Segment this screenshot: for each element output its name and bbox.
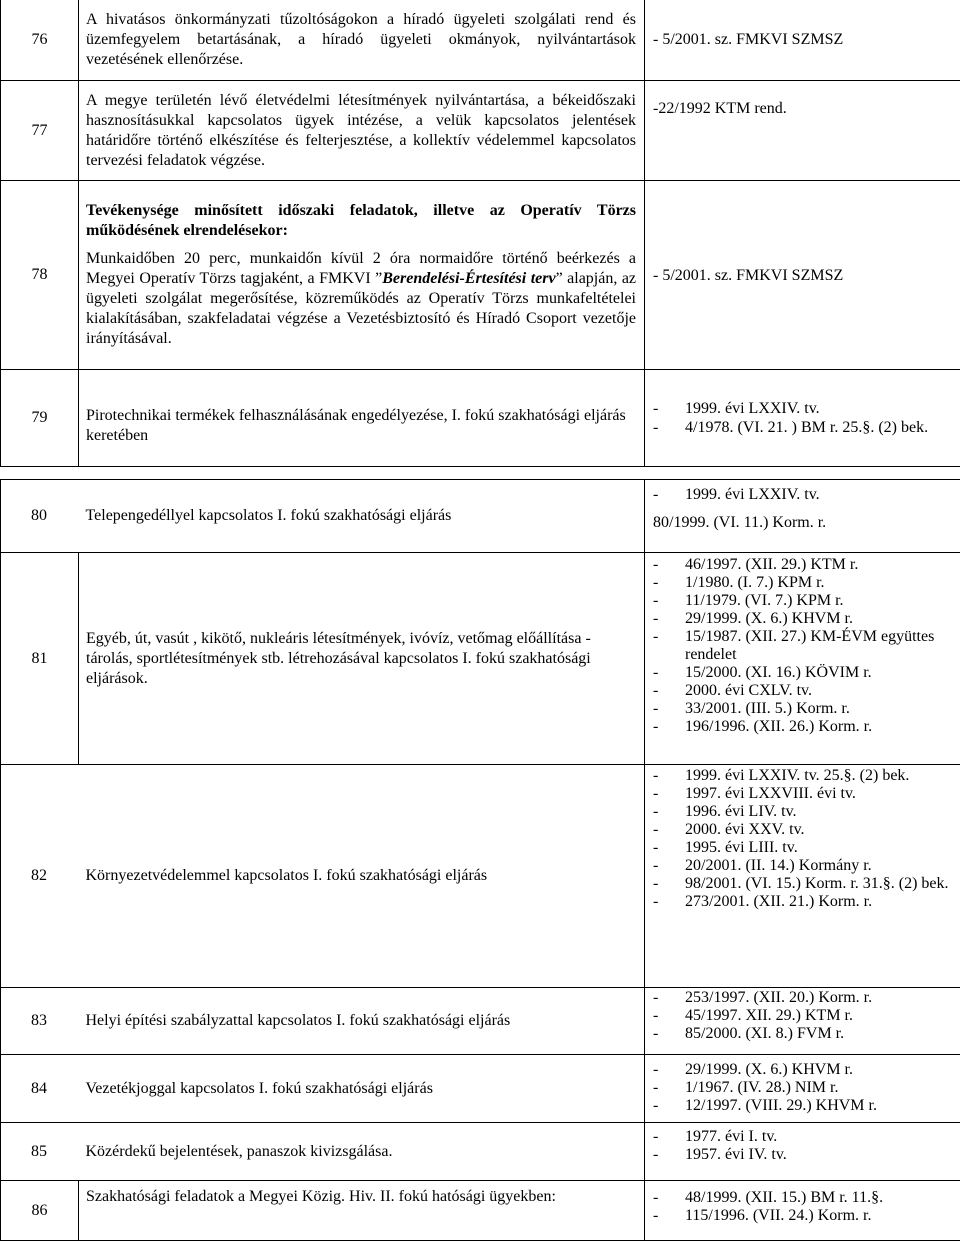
legal-reference: - 1957. évi IV. tv. bbox=[653, 1146, 953, 1164]
task-description: Pirotechnikai termékek felhasználásának engedélyezése, I. fokú szakhatósági eljárás keretében bbox=[79, 370, 645, 467]
row-number: 80 bbox=[1, 480, 79, 553]
task-description: Környezetvédelemmel kapcsolatos I. fokú szakhatósági eljárás bbox=[79, 765, 645, 988]
legal-reference: -22/1992 KTM rend. bbox=[645, 81, 960, 181]
table-row bbox=[1, 480, 960, 553]
row-number: 79 bbox=[1, 370, 79, 467]
table-row bbox=[1, 181, 960, 370]
task-description: A hivatásos önkormányzati tűzoltóságokon a híradó ügyeleti szolgálati rend és üzemfegyelem betartásának, a híradó ügyeleti okmányok, nyilvántartások vezetésének ellenőrzése. bbox=[79, 0, 645, 81]
legal-reference: - 1/1980. (I. 7.) KPM r. bbox=[653, 574, 953, 592]
task-description: Telepengedéllyel kapcsolatos I. fokú szakhatósági eljárás bbox=[79, 480, 645, 553]
table-row bbox=[1, 1123, 960, 1181]
legal-reference-list bbox=[645, 1055, 960, 1123]
legal-reference: - 15/2000. (XI. 16.) KÖVIM r. bbox=[653, 664, 953, 682]
task-description bbox=[79, 181, 645, 370]
task-body-emphasis: Berendelési-Értesítési terv bbox=[382, 270, 555, 287]
legal-reference: - 29/1999. (X. 6.) KHVM r. bbox=[653, 610, 953, 628]
legal-reference: - 98/2001. (VI. 15.) Korm. r. 31.§. (2) bek. bbox=[653, 875, 953, 893]
legal-reference: - 1999. évi LXXIV. tv. bbox=[653, 485, 953, 504]
task-description: Szakhatósági feladatok a Megyei Közig. Hiv. II. fokú hatósági ügyekben: bbox=[79, 1181, 645, 1241]
legal-reference: - 1/1967. (IV. 28.) NIM r. bbox=[653, 1079, 953, 1097]
task-description: Egyéb, út, vasút , kikötő, nukleáris létesítmények, ivóvíz, vetőmag előállítása - tárolás, sportlétesítmények stb. létrehozásával kapcsolatos I. fokú szakhatósági eljárások. bbox=[79, 553, 645, 765]
legal-reference: - 5/2001. sz. FMKVI SZMSZ bbox=[645, 181, 960, 370]
legal-reference-list bbox=[645, 765, 960, 988]
regulation-table-lower bbox=[0, 479, 960, 1241]
legal-reference: - 115/1996. (VII. 24.) Korm. r. bbox=[653, 1207, 953, 1225]
legal-reference: - 85/2000. (XI. 8.) FVM r. bbox=[653, 1025, 953, 1043]
legal-reference: - 2000. évi XXV. tv. bbox=[653, 821, 953, 839]
legal-reference: - 1999. évi LXXIV. tv. 25.§. (2) bek. bbox=[653, 767, 953, 785]
legal-reference: - 46/1997. (XII. 29.) KTM r. bbox=[653, 556, 953, 574]
legal-reference: - 1995. évi LIII. tv. bbox=[653, 839, 953, 857]
table-row bbox=[1, 1055, 960, 1123]
row-number: 78 bbox=[1, 181, 79, 370]
legal-reference: - 15/1987. (XII. 27.) KM-ÉVM együttes rendelet bbox=[653, 628, 953, 664]
task-heading: Tevékenysége minősített időszaki feladatok, illetve az Operatív Törzs működésének elrendelésekor: bbox=[86, 201, 636, 241]
legal-reference: 80/1999. (VI. 11.) Korm. r. bbox=[653, 513, 953, 532]
row-number: 77 bbox=[1, 81, 79, 181]
legal-reference: - 1996. évi LIV. tv. bbox=[653, 803, 953, 821]
row-number: 83 bbox=[1, 988, 79, 1055]
legal-reference: - 5/2001. sz. FMKVI SZMSZ bbox=[645, 0, 960, 81]
legal-reference: - 45/1997. XII. 29.) KTM r. bbox=[653, 1007, 953, 1025]
legal-reference: - 11/1979. (VI. 7.) KPM r. bbox=[653, 592, 953, 610]
row-number: 84 bbox=[1, 1055, 79, 1123]
legal-reference: - 29/1999. (X. 6.) KHVM r. bbox=[653, 1061, 953, 1079]
task-description: A megye területén lévő életvédelmi létesítmények nyilvántartása, a békeidőszaki hasznosításukkal kapcsolatos ügyek intézése, a velük kapcsolatos jelentések határidőre történő elkészítése és felterjesztése, a kollektív védelemmel kapcsolatos tervezési feladatok végzése. bbox=[79, 81, 645, 181]
legal-reference-list bbox=[645, 480, 960, 553]
legal-reference: - 1977. évi I. tv. bbox=[653, 1128, 953, 1146]
legal-reference: - 4/1978. (VI. 21. ) BM r. 25.§. (2) bek. bbox=[653, 418, 953, 437]
table-row bbox=[1, 553, 960, 765]
table-row bbox=[1, 765, 960, 988]
row-number: 86 bbox=[1, 1181, 79, 1241]
legal-reference: - 2000. évi CXLV. tv. bbox=[653, 682, 953, 700]
task-body bbox=[86, 249, 636, 349]
task-body-text: ” alapján, az ügyeleti szolgálat megerősítése, közreműködés az Operatív Törzs munkafeltételei kialakításában, szakfeladatai végzése a Vezetésbiztosító és Híradó Csoport vezetője irányításával. bbox=[86, 270, 636, 347]
table-row bbox=[1, 988, 960, 1055]
legal-reference-list bbox=[645, 553, 960, 765]
regulation-table-upper bbox=[0, 0, 960, 467]
legal-reference-list bbox=[645, 1181, 960, 1241]
task-body-text: Munkaidőben 20 perc, munkaidőn kívül 2 óra normaidőre történő beérkezés a Megyei Operatív Törzs tagjaként, a FMKVI ” bbox=[86, 250, 636, 287]
task-description: Közérdekű bejelentések, panaszok kivizsgálása. bbox=[79, 1123, 645, 1181]
legal-reference-list bbox=[645, 370, 960, 467]
legal-reference-list bbox=[645, 988, 960, 1055]
legal-reference: - 20/2001. (II. 14.) Kormány r. bbox=[653, 857, 953, 875]
table-row bbox=[1, 370, 960, 467]
row-number: 76 bbox=[1, 0, 79, 81]
row-number: 85 bbox=[1, 1123, 79, 1181]
table-row bbox=[1, 1181, 960, 1241]
legal-reference: - 253/1997. (XII. 20.) Korm. r. bbox=[653, 989, 953, 1007]
row-number: 81 bbox=[1, 553, 79, 765]
legal-reference: - 1997. évi LXXVIII. évi tv. bbox=[653, 785, 953, 803]
legal-reference: - 48/1999. (XII. 15.) BM r. 11.§. bbox=[653, 1189, 953, 1207]
legal-reference: - 273/2001. (XII. 21.) Korm. r. bbox=[653, 893, 953, 911]
task-description: Helyi építési szabályzattal kapcsolatos I. fokú szakhatósági eljárás bbox=[79, 988, 645, 1055]
legal-reference: - 196/1996. (XII. 26.) Korm. r. bbox=[653, 718, 953, 736]
legal-reference-list bbox=[645, 1123, 960, 1181]
legal-reference: - 1999. évi LXXIV. tv. bbox=[653, 399, 953, 418]
table-row bbox=[1, 0, 960, 81]
task-description: Vezetékjoggal kapcsolatos I. fokú szakhatósági eljárás bbox=[79, 1055, 645, 1123]
table-row bbox=[1, 81, 960, 181]
legal-reference: - 12/1997. (VIII. 29.) KHVM r. bbox=[653, 1097, 953, 1115]
legal-reference: - 33/2001. (III. 5.) Korm. r. bbox=[653, 700, 953, 718]
row-number: 82 bbox=[1, 765, 79, 988]
